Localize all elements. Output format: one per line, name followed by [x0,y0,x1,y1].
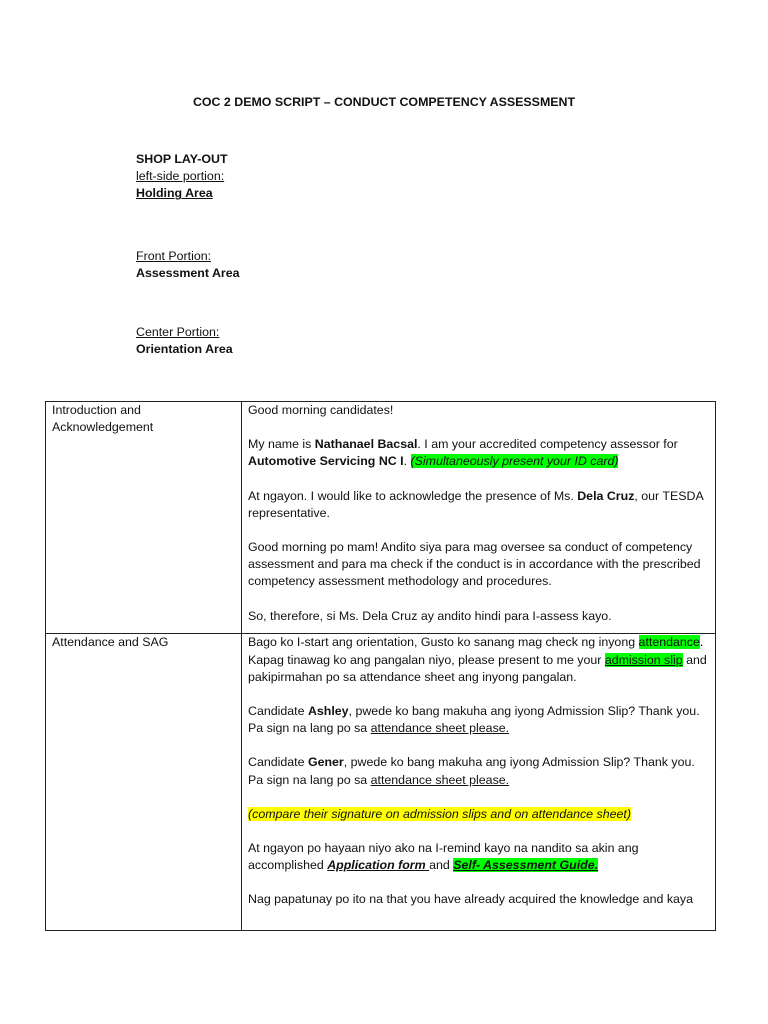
attendance-sheet-text: attendance sheet please. [370,721,510,736]
candidate-name-gener: Gener [307,755,344,770]
representative-name: Dela Cruz [577,488,635,503]
id-card-note: (Simultaneously present your ID card) [410,454,619,469]
application-form-text: Application form [327,858,430,873]
holding-area-label: Holding Area [136,186,213,201]
assessor-name: Nathanael Bacsal [314,437,418,452]
self-assessment-guide-highlight: Self- Assessment Guide. [453,858,599,873]
assessor-intro-paragraph: My name is Nathanael Bacsal. I am your accredited competency assessor for Automotive Servicing NC I. (Simultaneously present your ID card) [248,437,678,469]
front-portion-block [136,248,240,282]
attendance-sheet-text: attendance sheet please. [370,772,510,787]
acknowledge-paragraph: At ngayon. I would like to acknowledge the presence of Ms. Dela Cruz, our TESDA representative. [248,488,704,520]
signature-compare-paragraph [248,806,709,823]
qualification-name: Automotive Servicing NC I [248,454,404,469]
table-row [46,634,716,931]
greeting-text: Good morning candidates! [248,403,394,417]
row-label-introduction: Introduction and Acknowledgement [46,402,242,634]
center-portion-label: Center Portion: [136,325,220,339]
reminder-paragraph: At ngayon po hayaan niyo ako na I-remind kayo na nandito sa akin ang accomplished Application form and Self- Assessment Guide. [248,841,639,873]
attendance-highlight: attendance [638,635,700,650]
oversee-paragraph: Good morning po mam! Andito siya para mag oversee sa conduct of competency assessment and para ma check if the conduct is in accordance with the prescribed competency assessment methodology and procedures. [248,540,701,589]
shop-layout-heading-block [136,151,228,203]
candidate-ashley-paragraph: Candidate Ashley, pwede ko bang makuha ang iyong Admission Slip? Thank you. Pa sign na lang po sa attendance sheet please. [248,704,700,736]
demo-script-table [45,401,716,931]
signature-compare-note: (compare their signature on admission slips and on attendance sheet) [248,806,631,821]
front-portion-label: Front Portion: [136,249,212,263]
orientation-area-label: Orientation Area [136,342,233,357]
introduction-script-cell [242,402,716,634]
row-label-attendance: Attendance and SAG [46,634,242,931]
knowledge-paragraph: Nag papatunay po ito na that you have already acquired the knowledge and kaya [248,892,694,907]
document-title: COC 2 DEMO SCRIPT – CONDUCT COMPETENCY ASSESSMENT [192,95,576,109]
shop-layout-heading: SHOP LAY-OUT [136,152,228,166]
table-row [46,402,716,634]
assessment-area-label: Assessment Area [136,266,240,281]
attendance-paragraph: Bago ko I-start ang orientation, Gusto ko sanang mag check ng inyong attendance. Kapag tinawag ko ang pangalan niyo, please present to me your admission slip and pakipirmahan po sa attendance sheet ang inyong pangalan. [248,635,707,684]
center-portion-block [136,324,233,358]
conclusion-paragraph: So, therefore, si Ms. Dela Cruz ay andito hindi para I-assess kayo. [248,608,612,623]
attendance-script-cell [242,634,716,931]
admission-slip-highlight: admission slip [604,652,683,667]
left-side-label: left-side portion: [136,169,225,184]
candidate-name-ashley: Ashley [307,704,349,719]
candidate-gener-paragraph: Candidate Gener, pwede ko bang makuha ang iyong Admission Slip? Thank you. Pa sign na lang po sa attendance sheet please. [248,755,695,787]
